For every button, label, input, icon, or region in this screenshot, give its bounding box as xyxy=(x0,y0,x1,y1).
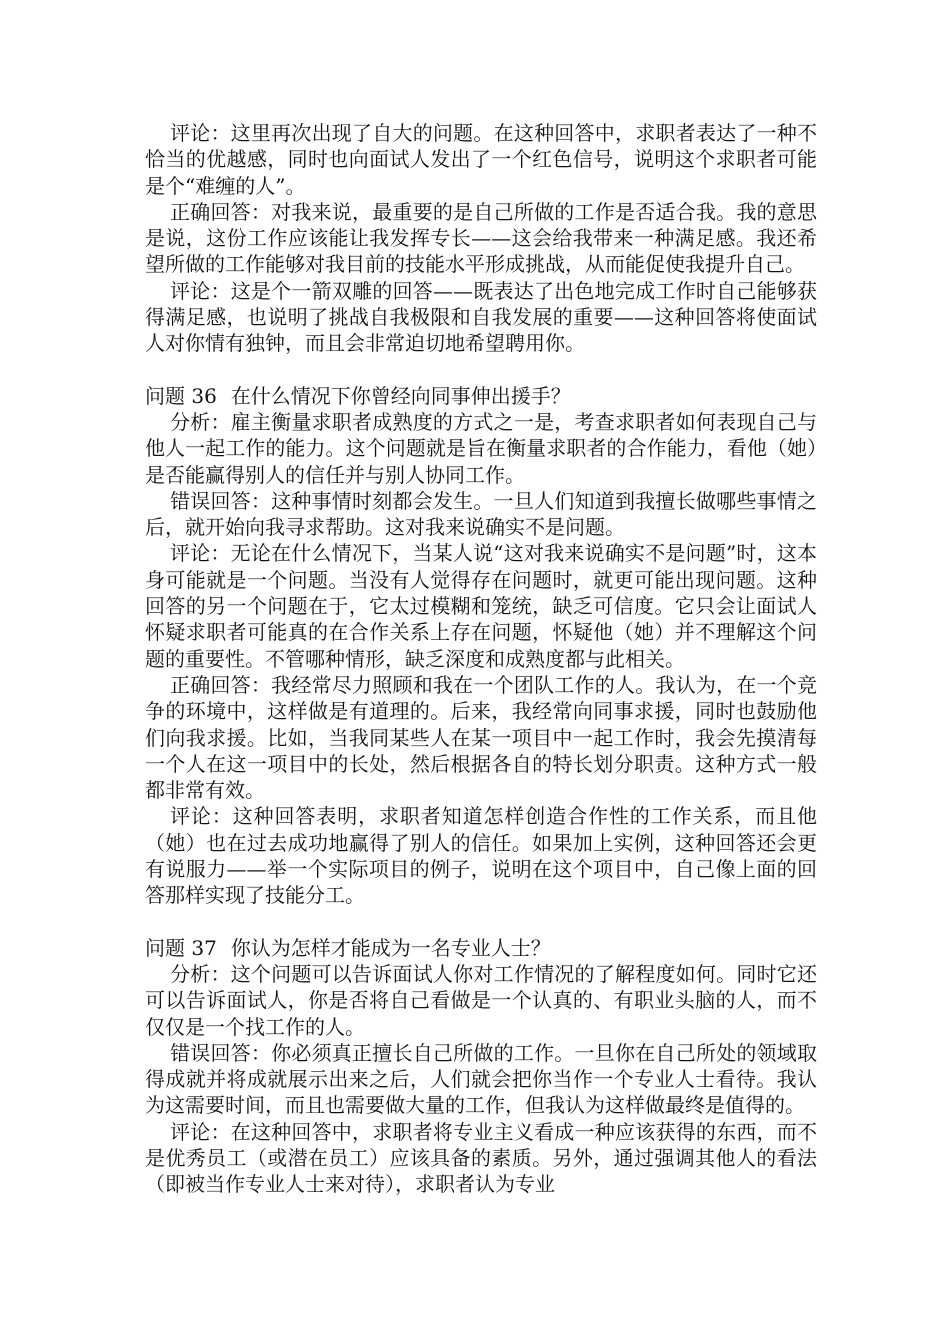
question-number: 问题 37 xyxy=(145,935,217,960)
analysis-paragraph: 分析：雇主衡量求职者成熟度的方式之一是，考查求职者如何表现自己与他人一起工作的能力。这个问题就是旨在衡量求职者的合作能力，看他（她）是否能赢得别人的信任并与别人协同工作。 xyxy=(145,409,817,487)
correct-answer-paragraph: 正确回答：我经常尽力照顾和我在一个团队工作的人。我认为，在一个竞争的环境中，这样做是有道理的。后来，我经常向同事求援，同时也鼓励他们向我求援。比如，当我同某些人在某一项目中一起工作时，我会先摸清每一个人在这一项目中的长处，然后根据各自的特长划分职责。这种方式一般都非常有效。 xyxy=(145,672,817,803)
wrong-answer-paragraph: 错误回答：这种事情时刻都会发生。一旦人们知道到我擅长做哪些事情之后，就开始向我寻求帮助。这对我来说确实不是问题。 xyxy=(145,488,817,540)
section-question-37 xyxy=(145,935,817,1198)
comment-paragraph: 评论：无论在什么情况下，当某人说“这对我来说确实不是问题”时，这本身可能就是一个问题。当没有人觉得存在问题时，就更可能出现问题。这种回答的另一个问题在于，它太过模糊和笼统，缺乏可信度。它只会让面试人怀疑求职者可能真的在合作关系上存在问题，怀疑他（她）并不理解这个问题的重要性。不管哪种情形，缺乏深度和成熟度都与此相关。 xyxy=(145,541,817,671)
question-number: 问题 36 xyxy=(145,383,217,408)
question-heading xyxy=(145,935,817,961)
document-page xyxy=(145,120,817,1198)
comment-paragraph: 评论：在这种回答中，求职者将专业主义看成一种应该获得的东西，而不是优秀员工（或潜在员工）应该具备的素质。另外，通过强调其他人的看法（即被当作专业人士来对待），求职者认为专业 xyxy=(145,1119,817,1197)
comment-paragraph: 评论：这种回答表明，求职者知道怎样创造合作性的工作关系，而且他（她）也在过去成功地赢得了别人的信任。如果加上实例，这种回答还会更有说服力——举一个实际项目的例子，说明在这个项目中，自己像上面的回答那样实现了技能分工。 xyxy=(145,804,817,908)
correct-answer-paragraph: 正确回答：对我来说，最重要的是自己所做的工作是否适合我。我的意思是说，这份工作应该能让我发挥专长——这会给我带来一种满足感。我还希望所做的工作能够对我目前的技能水平形成挑战，从而能促使我提升自己。 xyxy=(145,199,817,277)
section-intro xyxy=(145,120,817,357)
question-heading xyxy=(145,383,817,409)
wrong-answer-paragraph: 错误回答：你必须真正擅长自己所做的工作。一旦你在自己所处的领域取得成就并将成就展示出来之后，人们就会把你当作一个专业人士看待。我认为这需要时间，而且也需要做大量的工作，但我认为这样做最终是值得的。 xyxy=(145,1040,817,1118)
section-question-36 xyxy=(145,383,817,909)
comment-paragraph: 评论：这是个一箭双雕的回答——既表达了出色地完成工作时自己能够获得满足感，也说明了挑战自我极限和自我发展的重要——这种回答将使面试人对你情有独钟，而且会非常迫切地希望聘用你。 xyxy=(145,278,817,356)
analysis-paragraph: 分析：这个问题可以告诉面试人你对工作情况的了解程度如何。同时它还可以告诉面试人，你是否将自己看做是一个认真的、有职业头脑的人，而不仅仅是一个找工作的人。 xyxy=(145,961,817,1039)
question-text: 在什么情况下你曾经向同事伸出援手？ xyxy=(230,383,571,408)
question-text: 你认为怎样才能成为一名专业人士？ xyxy=(230,935,551,960)
comment-paragraph: 评论：这里再次出现了自大的问题。在这种回答中，求职者表达了一种不恰当的优越感，同时也向面试人发出了一个红色信号，说明这个求职者可能是个“难缠的人”。 xyxy=(145,121,817,198)
